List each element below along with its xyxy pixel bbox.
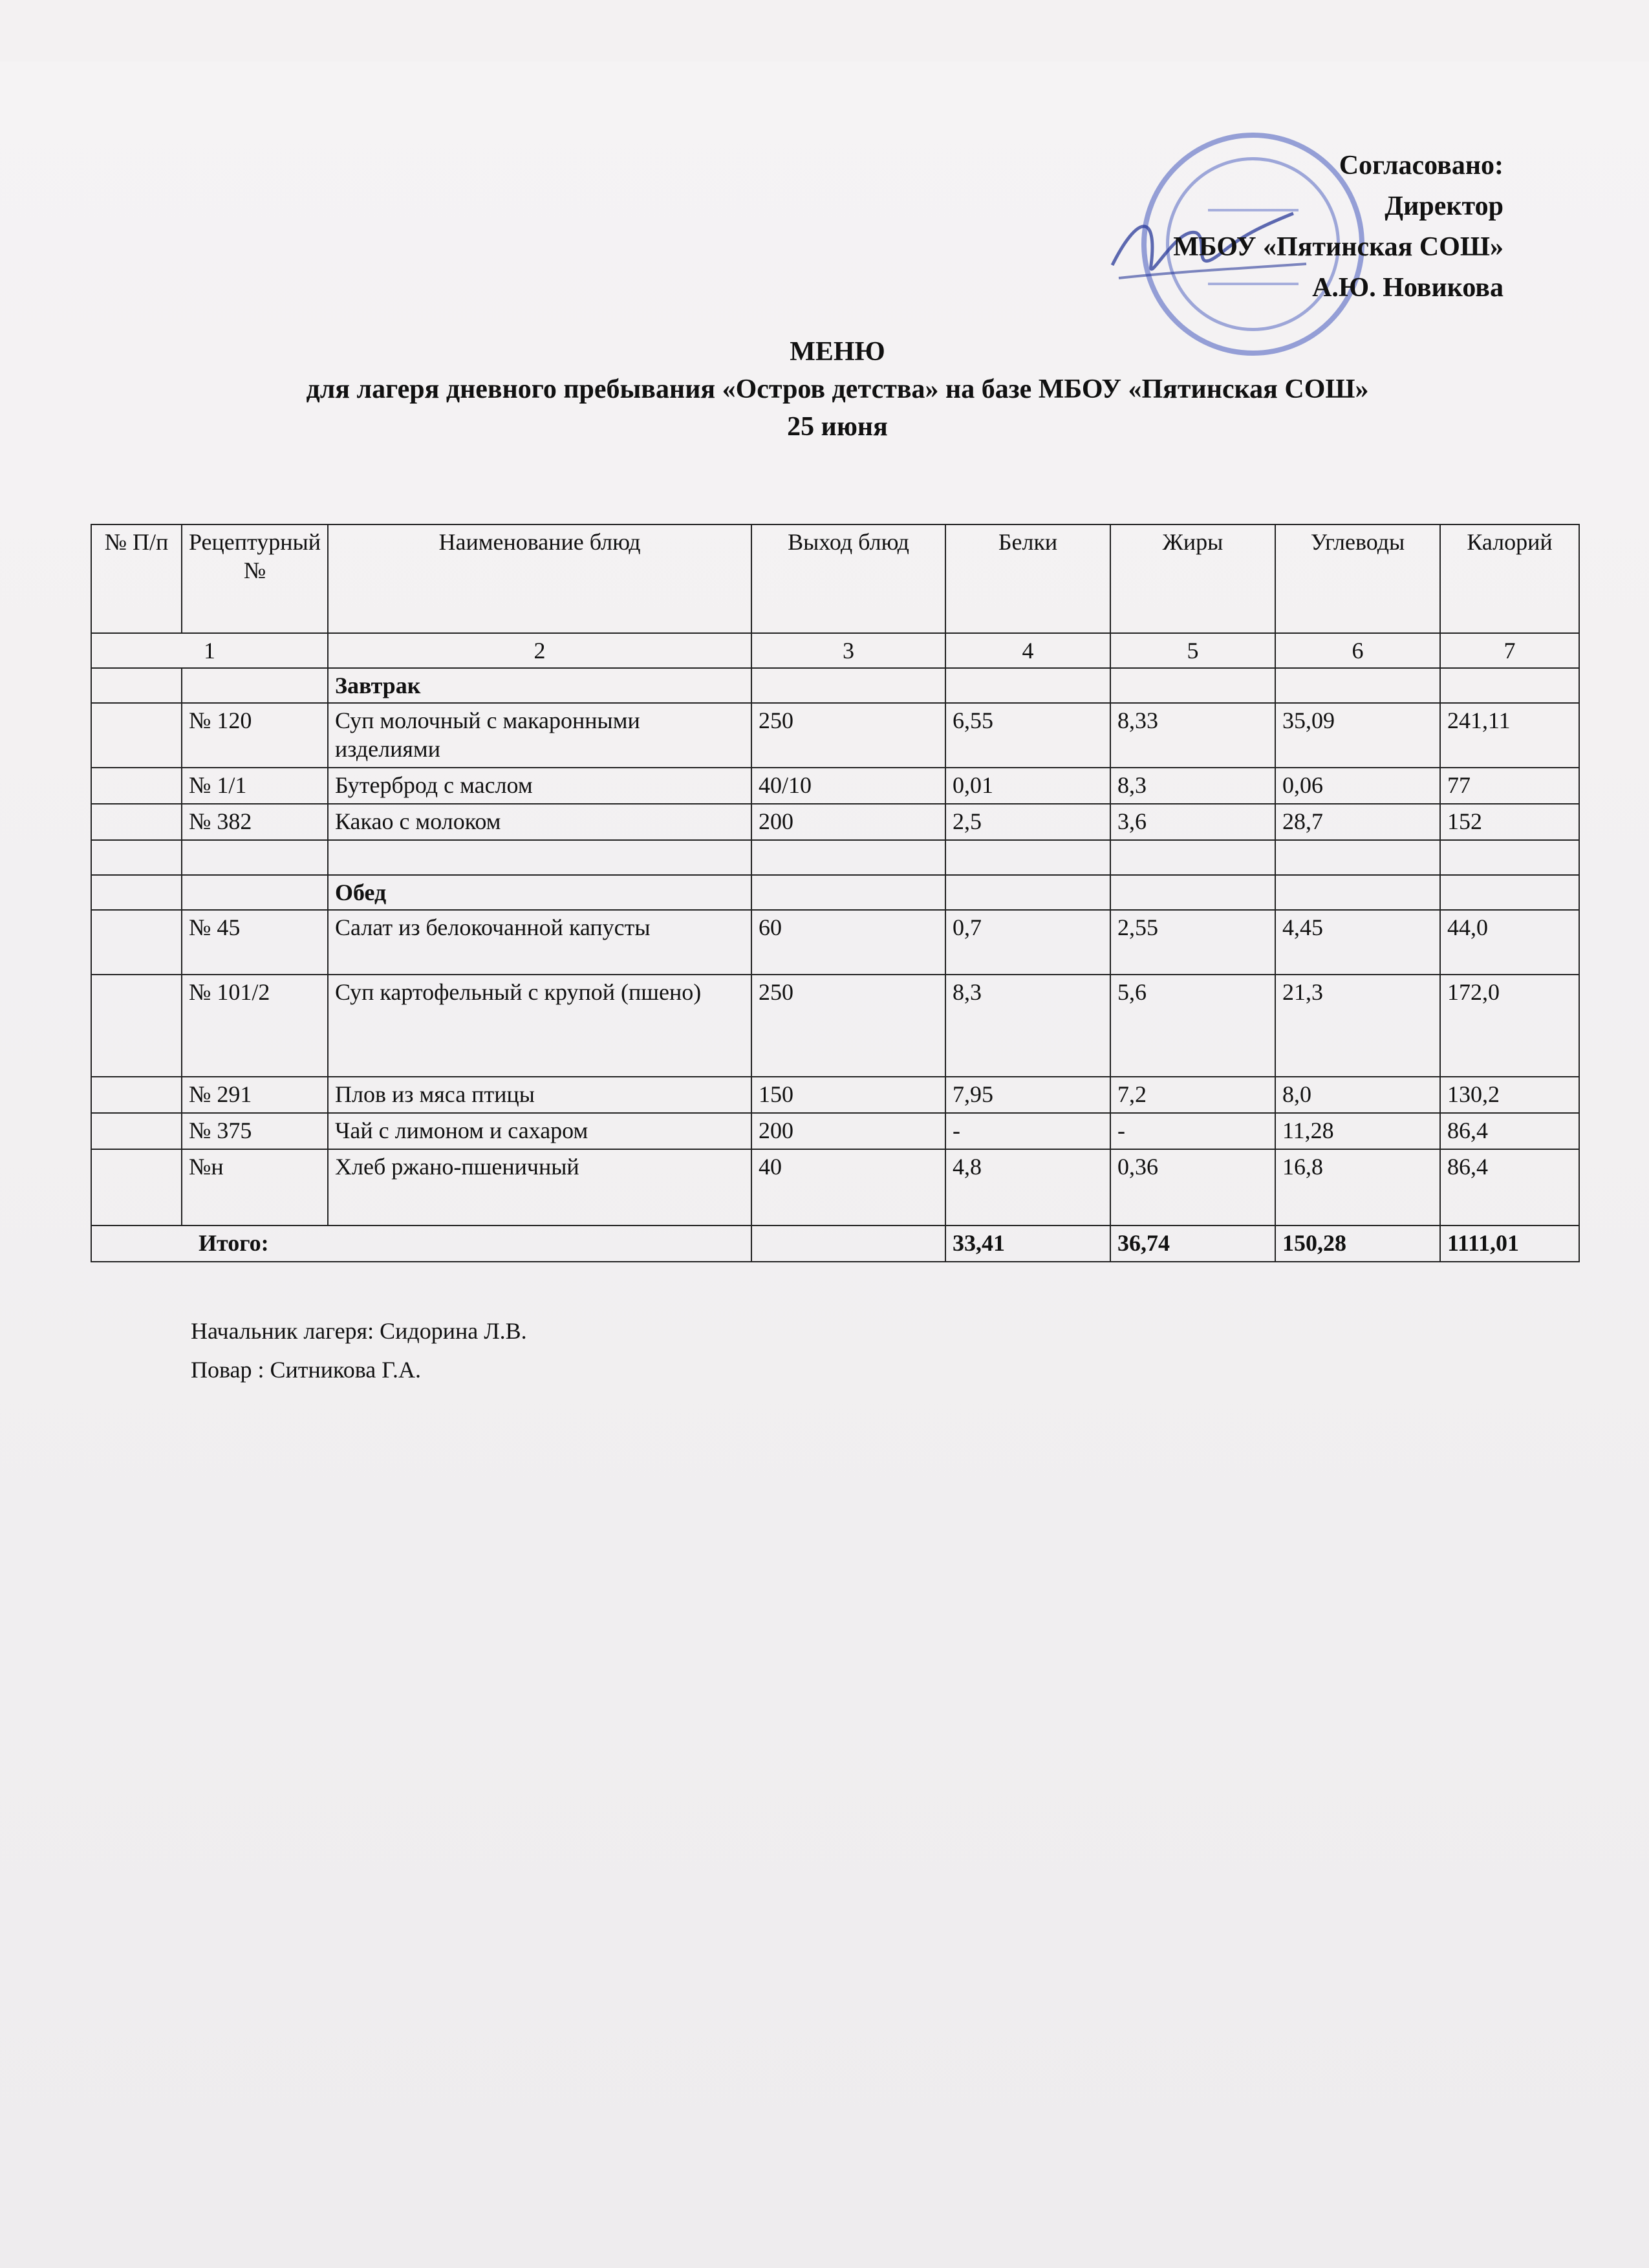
empty-cell <box>1275 875 1440 910</box>
header-cell: Белки <box>945 524 1110 633</box>
approval-heading: Согласовано: <box>1339 151 1503 180</box>
section-label: Обед <box>328 875 751 910</box>
column-number: 1 <box>91 633 328 668</box>
dish-cell: Бутерброд с маслом <box>328 768 751 804</box>
total-row <box>91 1226 1579 1262</box>
dish-cell: Салат из белокочанной капусты <box>328 910 751 975</box>
dish-cell: Хлеб ржано-пшеничный <box>328 1149 751 1226</box>
recipe-cell: № 101/2 <box>182 975 328 1077</box>
output-cell: 150 <box>751 1077 945 1113</box>
empty-cell <box>1110 668 1275 703</box>
kcal-cell: 86,4 <box>1440 1149 1579 1226</box>
column-number: 4 <box>945 633 1110 668</box>
empty-row <box>91 840 1579 875</box>
recipe-cell: № 375 <box>182 1113 328 1149</box>
empty-cell <box>751 668 945 703</box>
fat-cell: 3,6 <box>1110 804 1275 840</box>
recipe-cell: № 45 <box>182 910 328 975</box>
cook-line: Повар : Ситникова Г.А. <box>191 1357 421 1383</box>
output-cell: 200 <box>751 804 945 840</box>
table-row <box>91 1149 1579 1226</box>
column-number-row <box>91 633 1579 668</box>
dish-cell: Какао с молоком <box>328 804 751 840</box>
table-row <box>91 975 1579 1077</box>
column-number: 2 <box>328 633 751 668</box>
carbs-cell: 35,09 <box>1275 703 1440 768</box>
empty-cell <box>91 768 182 804</box>
empty-cell <box>91 975 182 1077</box>
empty-cell <box>1275 668 1440 703</box>
output-cell: 200 <box>751 1113 945 1149</box>
dish-cell: Плов из мяса птицы <box>328 1077 751 1113</box>
kcal-cell: 130,2 <box>1440 1077 1579 1113</box>
section-row-breakfast <box>91 668 1579 703</box>
empty-cell <box>1440 840 1579 875</box>
approval-person: А.Ю. Новикова <box>1312 273 1503 303</box>
total-protein: 33,41 <box>945 1226 1110 1262</box>
header-cell: № П/п <box>91 524 182 633</box>
total-kcal: 1111,01 <box>1440 1226 1579 1262</box>
column-number: 5 <box>1110 633 1275 668</box>
kcal-cell: 152 <box>1440 804 1579 840</box>
recipe-cell: № 382 <box>182 804 328 840</box>
dish-cell: Суп картофельный с крупой (пшено) <box>328 975 751 1077</box>
header-cell: Калорий <box>1440 524 1579 633</box>
header-cell: Жиры <box>1110 524 1275 633</box>
empty-cell <box>945 668 1110 703</box>
title-subtitle: для лагеря дневного пребывания «Остров детства» на базе МБОУ «Пятинская СОШ» <box>306 374 1369 404</box>
section-row-lunch <box>91 875 1579 910</box>
approval-organization: МБОУ «Пятинская СОШ» <box>1173 232 1503 262</box>
signatures-block <box>191 1312 527 1389</box>
empty-cell <box>91 668 182 703</box>
protein-cell: 0,01 <box>945 768 1110 804</box>
empty-cell <box>751 875 945 910</box>
carbs-cell: 28,7 <box>1275 804 1440 840</box>
empty-cell <box>751 1226 945 1262</box>
table-row <box>91 703 1579 768</box>
title-main: МЕНЮ <box>790 337 885 367</box>
recipe-cell: № 120 <box>182 703 328 768</box>
empty-cell <box>945 875 1110 910</box>
total-carbs: 150,28 <box>1275 1226 1440 1262</box>
protein-cell: - <box>945 1113 1110 1149</box>
fat-cell: 2,55 <box>1110 910 1275 975</box>
document-title <box>194 333 1481 446</box>
empty-cell <box>91 703 182 768</box>
fat-cell: 7,2 <box>1110 1077 1275 1113</box>
protein-cell: 4,8 <box>945 1149 1110 1226</box>
approval-block <box>1173 146 1503 308</box>
dish-cell: Чай с лимоном и сахаром <box>328 1113 751 1149</box>
empty-cell <box>91 840 182 875</box>
menu-table <box>91 524 1580 1262</box>
empty-cell <box>91 910 182 975</box>
empty-cell <box>182 840 328 875</box>
kcal-cell: 172,0 <box>1440 975 1579 1077</box>
recipe-cell: №н <box>182 1149 328 1226</box>
empty-cell <box>91 875 182 910</box>
fat-cell: 8,33 <box>1110 703 1275 768</box>
recipe-cell: № 1/1 <box>182 768 328 804</box>
table-row <box>91 1113 1579 1149</box>
empty-cell <box>91 1077 182 1113</box>
protein-cell: 8,3 <box>945 975 1110 1077</box>
table-row <box>91 1077 1579 1113</box>
fat-cell: 5,6 <box>1110 975 1275 1077</box>
header-cell: Рецептурный № <box>182 524 328 633</box>
carbs-cell: 0,06 <box>1275 768 1440 804</box>
table-row <box>91 910 1579 975</box>
carbs-cell: 16,8 <box>1275 1149 1440 1226</box>
empty-cell <box>182 875 328 910</box>
output-cell: 250 <box>751 703 945 768</box>
empty-cell <box>1110 875 1275 910</box>
output-cell: 250 <box>751 975 945 1077</box>
empty-cell <box>91 1113 182 1149</box>
protein-cell: 2,5 <box>945 804 1110 840</box>
table-row <box>91 768 1579 804</box>
empty-cell <box>328 840 751 875</box>
carbs-cell: 11,28 <box>1275 1113 1440 1149</box>
section-label: Завтрак <box>328 668 751 703</box>
empty-cell <box>1110 840 1275 875</box>
kcal-cell: 241,11 <box>1440 703 1579 768</box>
total-fat: 36,74 <box>1110 1226 1275 1262</box>
output-cell: 40 <box>751 1149 945 1226</box>
column-number: 3 <box>751 633 945 668</box>
fat-cell: 8,3 <box>1110 768 1275 804</box>
recipe-cell: № 291 <box>182 1077 328 1113</box>
empty-cell <box>1440 875 1579 910</box>
approval-position: Директор <box>1385 191 1503 221</box>
protein-cell: 6,55 <box>945 703 1110 768</box>
output-cell: 60 <box>751 910 945 975</box>
dish-cell: Суп молочный с макаронными изделиями <box>328 703 751 768</box>
column-number: 6 <box>1275 633 1440 668</box>
header-cell: Выход блюд <box>751 524 945 633</box>
empty-cell <box>91 804 182 840</box>
protein-cell: 0,7 <box>945 910 1110 975</box>
carbs-cell: 21,3 <box>1275 975 1440 1077</box>
column-number: 7 <box>1440 633 1579 668</box>
empty-cell <box>945 840 1110 875</box>
total-label: Итого: <box>91 1226 751 1262</box>
empty-cell <box>91 1149 182 1226</box>
camp-head-line: Начальник лагеря: Сидорина Л.В. <box>191 1318 527 1344</box>
empty-cell <box>751 840 945 875</box>
empty-cell <box>1275 840 1440 875</box>
header-cell: Наименование блюд <box>328 524 751 633</box>
header-cell: Углеводы <box>1275 524 1440 633</box>
protein-cell: 7,95 <box>945 1077 1110 1113</box>
empty-cell <box>182 668 328 703</box>
title-date: 25 июня <box>787 412 888 442</box>
table-row <box>91 804 1579 840</box>
fat-cell: - <box>1110 1113 1275 1149</box>
kcal-cell: 44,0 <box>1440 910 1579 975</box>
fat-cell: 0,36 <box>1110 1149 1275 1226</box>
carbs-cell: 4,45 <box>1275 910 1440 975</box>
carbs-cell: 8,0 <box>1275 1077 1440 1113</box>
header-row <box>91 524 1579 633</box>
kcal-cell: 77 <box>1440 768 1579 804</box>
empty-cell <box>1440 668 1579 703</box>
kcal-cell: 86,4 <box>1440 1113 1579 1149</box>
output-cell: 40/10 <box>751 768 945 804</box>
